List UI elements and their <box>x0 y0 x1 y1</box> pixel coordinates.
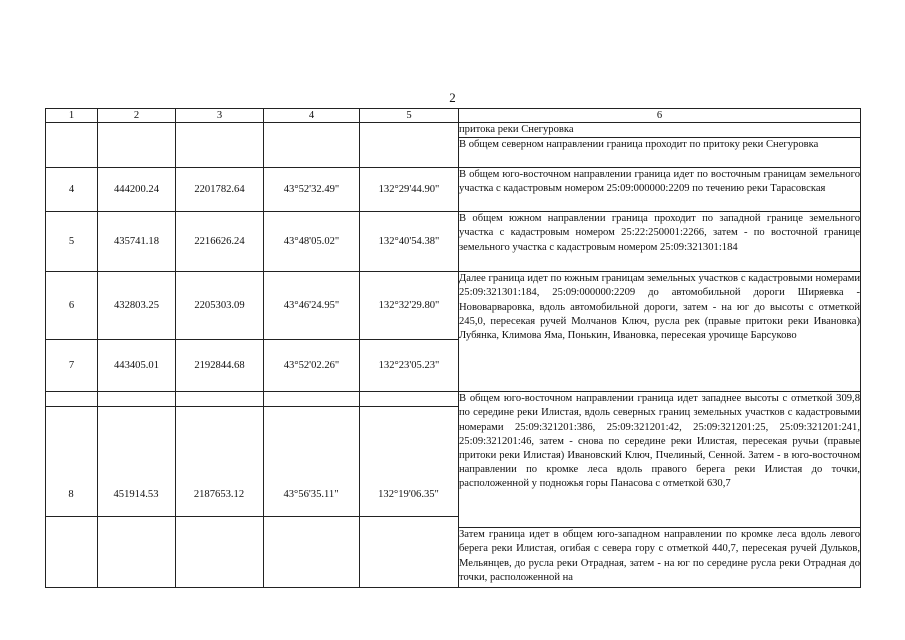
header-cell: 6 <box>459 109 861 123</box>
empty-cell <box>264 123 360 168</box>
coord-y: 2216626.24 <box>176 212 264 272</box>
description-cell <box>459 528 861 588</box>
description-cell: Далее граница идет по южным границам земельных участков с кадастровыми номерами 25:09:321301:184, 25:09:000000:2209 до автомобильной дороги Ширяевка - Нововарваровка, вдоль автомобильной дороги, затем - на юг до высоты с отметкой 245,0, пересекая ручей Молчанов Ключ, русла рек (правые притоки реки Ивановка) Лубянка, Климова Яма, Понькин, Ивановка, пересекая урочище Барсуково <box>459 272 861 392</box>
col-divider <box>175 406 176 516</box>
latitude: 43°56'35.11" <box>283 489 339 500</box>
point-number: 4 <box>46 168 98 212</box>
truncated-text: Затем граница идет в общем юго-западном направлении по кромке леса вдоль левого берега реки Илистая, огибая с севера гору с отметкой 440,7, пересекая ручей Дульков, Мельянцев, до русла реки Отрадная, затем - на юг по середине русла реки Отрадная до точки, расположенной на <box>459 529 860 583</box>
longitude: 132°19'06.35" <box>378 489 439 500</box>
row-divider <box>45 406 458 407</box>
row-divider <box>45 516 458 517</box>
table-row <box>46 212 861 272</box>
coord-y: 2192844.68 <box>176 340 264 392</box>
latitude: 43°46'24.95" <box>264 272 360 340</box>
table-header-row <box>46 109 861 123</box>
col-divider <box>97 406 98 516</box>
empty-cell <box>176 123 264 168</box>
point-number: 5 <box>46 212 98 272</box>
longitude: 132°23'05.23" <box>360 340 459 392</box>
coord-y: 2187653.12 <box>193 489 245 500</box>
latitude: 43°52'02.26" <box>264 340 360 392</box>
point-8-row <box>45 406 458 516</box>
description-cell: В общем юго-восточном направлении граница идет по восточным границам земельного участка с кадастровым номером 25:09:000000:2209 по течению реки Тарасовская <box>459 168 861 212</box>
coord-x: 432803.25 <box>98 272 176 340</box>
table-row <box>46 123 861 138</box>
coord-x: 444200.24 <box>98 168 176 212</box>
latitude: 43°48'05.02" <box>264 212 360 272</box>
description-cell: В общем юго-восточном направлении граница идет западнее высоты с отметкой 309,8 по середине реки Илистая, вдоль северных границ земельных участков с кадастровыми номерами 25:09:321201:386, 25:09:321201:42, 25:09:321201:25, 25:09:321201:241, 25:09:321201:46, затем - снова по середине реки Илистая, пересекая ручьи (правые притоки реки Илистая) Ивановский Ключ, Пчелиный, Сенной. Затем - в юго-восточном направлении по кромке леса вдоль правого берега реки Илистая до точки, расположенной у подножья горы Панасова с отметкой 630,7 <box>459 392 861 528</box>
header-cell: 5 <box>360 109 459 123</box>
page-number: 2 <box>449 90 456 105</box>
description-cell: В общем южном направлении граница проходит по западной границе земельного участка с кадастровым номером 25:22:250001:2266, затем - по восточной границе земельного участка с кадастровым номером 25:09:321301:184 <box>459 212 861 272</box>
longitude: 132°32'29.80" <box>360 272 459 340</box>
coord-y: 2201782.64 <box>176 168 264 212</box>
description-cell: притока реки Снегуровка <box>459 123 861 138</box>
coord-x: 451914.53 <box>113 489 159 500</box>
coord-y: 2205303.09 <box>176 272 264 340</box>
empty-cell <box>360 123 459 168</box>
longitude: 132°40'54.38" <box>360 212 459 272</box>
coord-x: 435741.18 <box>98 212 176 272</box>
description-cell: В общем северном направлении граница проходит по притоку реки Снегуровка <box>459 138 861 168</box>
longitude: 132°29'44.90" <box>360 168 459 212</box>
header-cell: 3 <box>176 109 264 123</box>
col-divider <box>263 406 264 516</box>
coord-x: 443405.01 <box>98 340 176 392</box>
point-number: 6 <box>46 272 98 340</box>
header-cell: 2 <box>98 109 176 123</box>
empty-cell <box>98 123 176 168</box>
empty-cell <box>46 123 98 168</box>
table-row <box>46 272 861 340</box>
table-row <box>46 168 861 212</box>
header-cell: 4 <box>264 109 360 123</box>
point-number: 7 <box>46 340 98 392</box>
point-number: 8 <box>68 489 74 500</box>
header-cell: 1 <box>46 109 98 123</box>
latitude: 43°52'32.49" <box>264 168 360 212</box>
col-divider <box>359 406 360 516</box>
